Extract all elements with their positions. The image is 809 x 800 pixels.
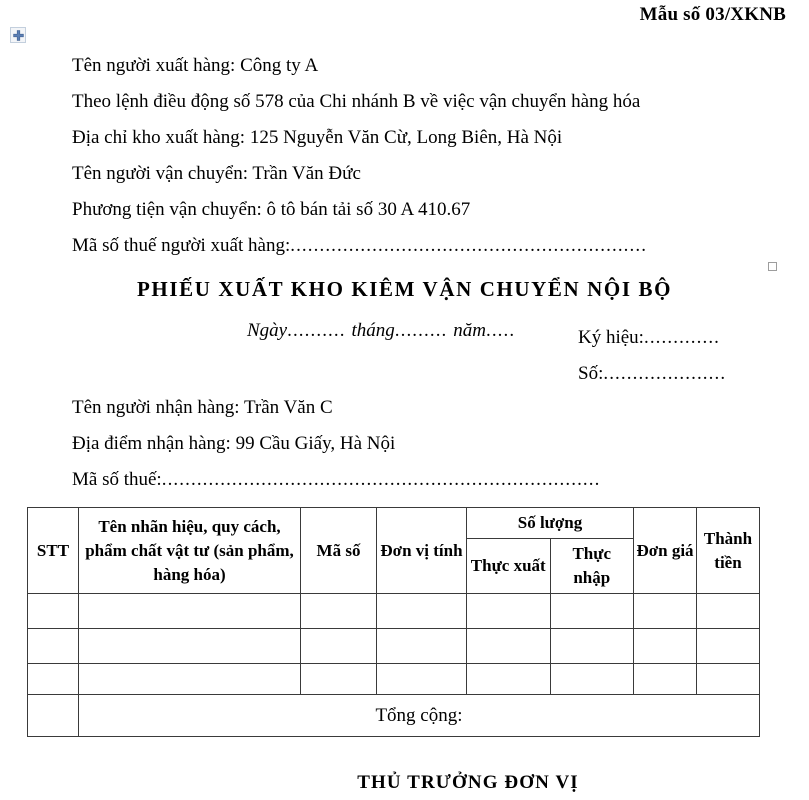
date-day-dots: .......... [287, 320, 352, 341]
sender-info-block [72, 48, 772, 264]
table-row[interactable] [28, 664, 760, 695]
col-header-amount: Thành tiền [697, 508, 760, 594]
col-header-unit: Đơn vị tính [377, 508, 467, 594]
cell-name[interactable] [79, 594, 301, 629]
col-header-code: Mã số [301, 508, 377, 594]
cell-price[interactable] [634, 629, 697, 664]
info-line-receiver-address [72, 426, 772, 462]
cell-amount[interactable] [697, 664, 760, 695]
receiver-address-value: 99 Cầu Giấy, Hà Nội [235, 433, 396, 454]
cell-name[interactable] [79, 629, 301, 664]
vehicle-value: ô tô bán tải số 30 A 410.67 [266, 199, 471, 220]
sender-tax-code-label: Mã số thuế người xuất hàng: [72, 235, 291, 256]
col-header-quantity-out: Thực xuất [467, 539, 551, 594]
info-line-sender-tax-code [72, 228, 772, 264]
footer-signature: THỦ TRƯỞNG ĐƠN VỊ [357, 772, 579, 793]
cell-qty-in[interactable] [550, 664, 634, 695]
table-row[interactable] [28, 629, 760, 664]
cell-price[interactable] [634, 594, 697, 629]
col-header-unit-price: Đơn giá [634, 508, 697, 594]
move-cross-glyph [13, 30, 24, 41]
reference-symbol-line [578, 320, 726, 356]
receiver-info-block [72, 390, 772, 498]
cell-unit[interactable] [377, 664, 467, 695]
move-cross-icon[interactable] [10, 27, 26, 43]
receiver-name-label: Tên người nhận hàng: [72, 397, 240, 418]
sender-tax-code-dots: ............................................................. [290, 235, 648, 256]
info-line-receiver-name [72, 390, 772, 426]
date-month-dots: ......... [394, 320, 454, 341]
cell-code[interactable] [301, 664, 377, 695]
cell-total-label[interactable]: Tổng cộng: [79, 695, 760, 737]
reference-number-dots: ..................... [603, 363, 727, 384]
transporter-name-label: Tên người vận chuyển: [72, 163, 248, 184]
cell-unit[interactable] [377, 594, 467, 629]
goods-table-head [28, 508, 760, 594]
cell-amount[interactable] [697, 594, 760, 629]
warehouse-address-value: 125 Nguyễn Văn Cừ, Long Biên, Hà Nội [249, 127, 563, 148]
table-header-row [28, 508, 760, 539]
table-total-row[interactable] [28, 695, 760, 737]
cell-qty-in[interactable] [550, 629, 634, 664]
cell-code[interactable] [301, 594, 377, 629]
cell-price[interactable] [634, 664, 697, 695]
cell-code[interactable] [301, 629, 377, 664]
info-line-receiver-tax-code [72, 462, 772, 498]
goods-table [27, 507, 760, 737]
info-line-transporter-name [72, 156, 772, 192]
cell-total-stt[interactable] [28, 695, 79, 737]
form-code: Mẫu số 03/XKNB [639, 4, 786, 25]
reference-symbol-dots: ............. [643, 327, 721, 348]
cell-stt[interactable] [28, 629, 79, 664]
col-header-name: Tên nhãn hiệu, quy cách, phẩm chất vật tư (sản phẩm, hàng hóa) [79, 508, 301, 594]
reference-block [578, 320, 726, 392]
info-line-sender-name [72, 48, 772, 84]
cell-qty-out[interactable] [467, 629, 551, 664]
reference-number-line [578, 356, 726, 392]
cell-unit[interactable] [377, 629, 467, 664]
cell-stt[interactable] [28, 594, 79, 629]
reference-symbol-label: Ký hiệu: [578, 327, 644, 348]
cell-qty-in[interactable] [550, 594, 634, 629]
date-month-label: tháng [351, 320, 395, 341]
col-header-quantity-in: Thực nhập [550, 539, 634, 594]
col-header-quantity-group: Số lượng [467, 508, 634, 539]
receiver-address-label: Địa điểm nhận hàng: [72, 433, 231, 454]
receiver-tax-code-dots: ........................................................................... [161, 469, 601, 490]
sender-name-value: Công ty A [240, 55, 319, 76]
cell-name[interactable] [79, 664, 301, 695]
warehouse-address-label: Địa chỉ kho xuất hàng: [72, 127, 246, 148]
receiver-tax-code-label: Mã số thuế: [72, 469, 162, 490]
dispatch-order-label: Theo lệnh điều động số 578 của Chi nhánh B về việc vận chuyển hàng hóa [72, 91, 641, 112]
receiver-name-value: Trần Văn C [243, 397, 333, 418]
date-year-label: năm [453, 320, 486, 341]
date-day-label: Ngày [247, 320, 288, 341]
transporter-name-value: Trần Văn Đức [252, 163, 361, 184]
vehicle-label: Phương tiện vận chuyển: [72, 199, 262, 220]
page-title: PHIẾU XUẤT KHO KIÊM VẬN CHUYỂN NỘI BỘ [136, 277, 673, 301]
cell-amount[interactable] [697, 629, 760, 664]
info-line-vehicle [72, 192, 772, 228]
sender-name-label: Tên người xuất hàng: [72, 55, 236, 76]
info-line-dispatch-order [72, 84, 772, 120]
date-year-dots: ..... [485, 320, 516, 341]
info-line-warehouse-address [72, 120, 772, 156]
reference-number-label: Số: [578, 363, 604, 384]
table-row[interactable] [28, 594, 760, 629]
cell-qty-out[interactable] [467, 594, 551, 629]
cell-qty-out[interactable] [467, 664, 551, 695]
col-header-stt: STT [28, 508, 79, 594]
date-line [247, 320, 515, 342]
goods-table-body [28, 594, 760, 737]
cell-stt[interactable] [28, 664, 79, 695]
